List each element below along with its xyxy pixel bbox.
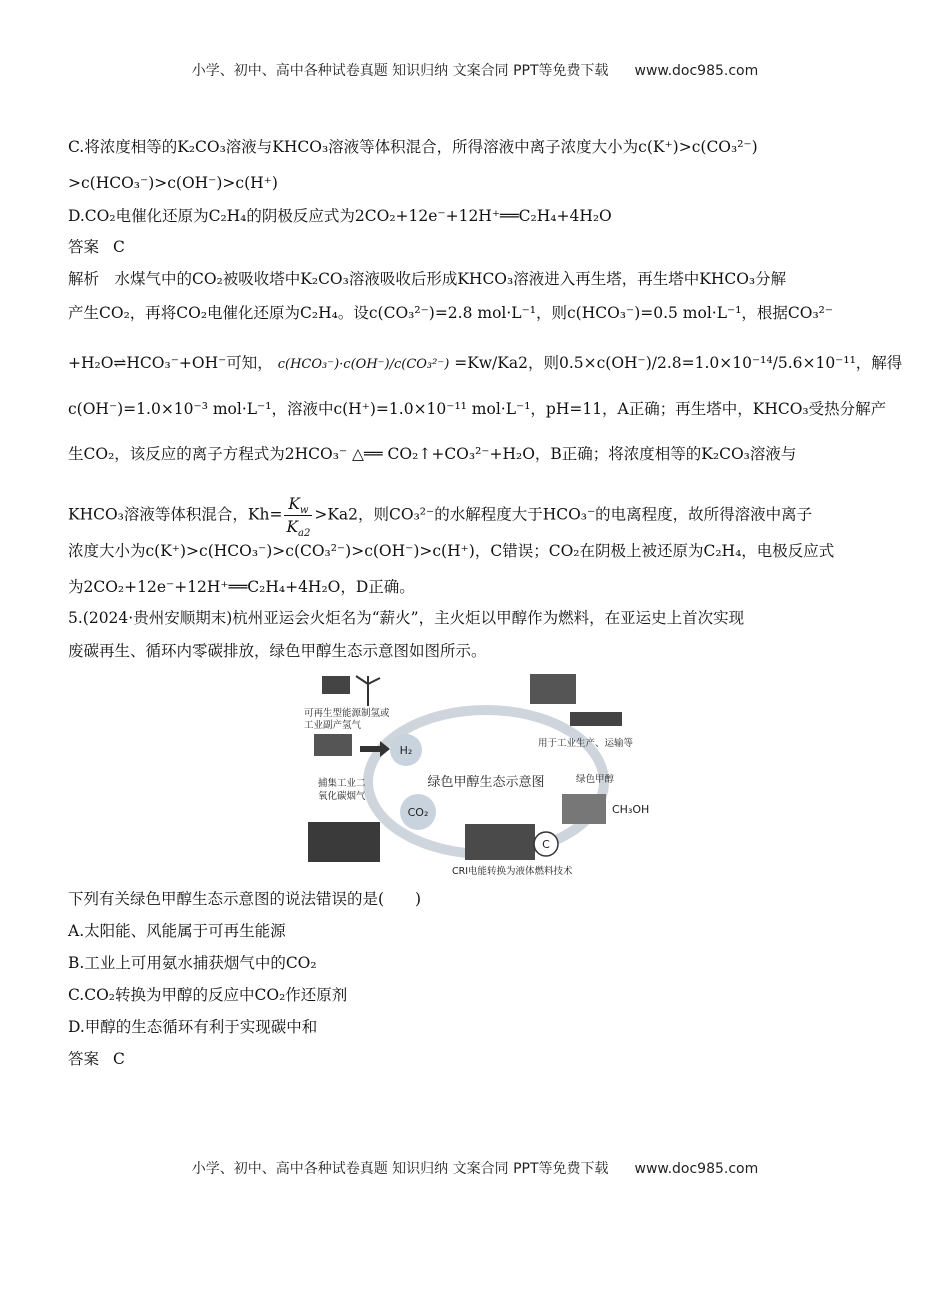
capture-label-1: 捕集工业二 [318, 778, 366, 789]
answer-label: 答案 [68, 238, 100, 256]
footer-text: 小学、初中、高中各种试卷真题 知识归纳 文案合同 PPT等免费下载 [191, 1161, 609, 1177]
q5-option-b: B.工业上可用氨水捕获烟气中的CO₂ [68, 954, 317, 972]
renewable-label-2: 工业副产氢气 [304, 720, 362, 731]
header-url[interactable]: www.doc985.com [634, 63, 759, 79]
green-methanol-diagram [300, 672, 656, 877]
kh-label: KHCO₃溶液等体积混合，Kh= [68, 505, 283, 524]
factory-icon [314, 734, 352, 756]
q5-stem-line2: 废碳再生、循环内零碳排放，绿色甲醇生态示意图如图所示。 [68, 642, 487, 660]
q4-option-d: D.CO₂电催化还原为C₂H₄的阴极反应式为2CO₂+12e⁻+12H⁺══C₂H₄+4H₂O [68, 207, 612, 225]
cri-plant-icon [465, 824, 535, 860]
ch3oh-label: CH₃OH [612, 803, 650, 816]
q4-explanation-line4: c(OH⁻)=1.0×10⁻³ mol·L⁻¹，溶液中c(H⁺)=1.0×10⁻¹¹ mol·L⁻¹，pH=11，A正确；再生塔中，KHCO₃受热分解产 [68, 400, 887, 418]
q4-explanation-line2: 产生CO₂，再将CO₂电催化还原为C₂H₄。设c(CO₃²⁻)=2.8 mol·L⁻¹，则c(HCO₃⁻)=0.5 mol·L⁻¹，根据CO₃²⁻ [68, 304, 834, 322]
solar-panel-icon [322, 676, 350, 694]
q5-stem-line1: 5.(2024·贵州安顺期末)杭州亚运会火炬名为“薪火”，主火炬以甲醇作为燃料，在亚运史上首次实现 [68, 609, 745, 627]
q5-answer [68, 1048, 888, 1070]
page-footer [0, 1158, 950, 1178]
truck-icon [570, 712, 622, 726]
q4-explanation-line8: 为2CO₂+12e⁻+12H⁺══C₂H₄+4H₂O，D正确。 [68, 578, 415, 596]
q5-option-a: A.太阳能、风能属于可再生能源 [68, 922, 286, 940]
h2-label: H₂ [399, 744, 413, 757]
industry-icon [530, 674, 576, 704]
q4-explanation-line7: 浓度大小为c(K⁺)>c(HCO₃⁻)>c(CO₃²⁻)>c(OH⁻)>c(H⁺)，C错误；CO₂在阴极上被还原为C₂H₄，电极反应式 [68, 542, 835, 560]
hydrolysis-equation: +H₂O⇌HCO₃⁻+OH⁻可知， [68, 354, 273, 372]
q5-option-d: D.甲醇的生态循环有利于实现碳中和 [68, 1018, 318, 1036]
q4-explanation-line1: 解析 水煤气中的CO₂被吸收塔中K₂CO₃溶液吸收后形成KHCO₃溶液进入再生塔，再生塔中KHCO₃分解 [68, 270, 787, 288]
answer-value: C [113, 238, 125, 256]
use-label: 用于工业生产、运输等 [538, 738, 634, 749]
kw-over-ka2-fraction: $\frac{K_w}{K_{a2}}$ [286, 495, 311, 540]
q4-explanation-line3 [68, 352, 903, 376]
green-methanol-label: 绿色甲醇 [576, 774, 615, 785]
q4-answer [68, 236, 888, 258]
page-header [0, 60, 950, 80]
footer-url[interactable]: www.doc985.com [634, 1161, 759, 1177]
comparison-text: >Ka2，则CO₃²⁻的水解程度大于HCO₃⁻的电离程度，故所得溶液中离子 [314, 505, 813, 524]
q4-explanation-line5: 生CO₂，该反应的离子方程式为2HCO₃⁻ △══ CO₂↑+CO₃²⁻+H₂O，B正确；将浓度相等的K₂CO₃溶液与 [68, 445, 797, 463]
ka-calculation: =Kw/Ka2，则0.5×c(OH⁻)/2.8=1.0×10⁻¹⁴/5.6×10⁻¹¹，解得 [454, 354, 903, 372]
power-plant-icon [308, 822, 380, 862]
carbon-symbol: C [542, 838, 550, 851]
answer-label: 答案 [68, 1050, 100, 1068]
header-text: 小学、初中、高中各种试卷真题 知识归纳 文案合同 PPT等免费下载 [191, 63, 609, 79]
capture-label-2: 氧化碳烟气 [318, 791, 366, 802]
kh-expression: c(HCO₃⁻)·c(OH⁻)/c(CO₃²⁻) [277, 357, 450, 372]
q5-option-c: C.CO₂转换为甲醇的反应中CO₂作还原剂 [68, 986, 348, 1004]
q4-option-c-line2: >c(HCO₃⁻)>c(OH⁻)>c(H⁺) [68, 174, 278, 192]
diagram-center-title: 绿色甲醇生态示意图 [427, 775, 545, 790]
answer-value: C [113, 1050, 125, 1068]
q4-explanation-line6 [68, 493, 888, 538]
barrels-icon [562, 794, 606, 824]
cri-label: CRI电能转换为液体燃料技术 [452, 866, 573, 877]
q4-option-c-line1: C.将浓度相等的K₂CO₃溶液与KHCO₃溶液等体积混合，所得溶液中离子浓度大小为c(K⁺)>c(CO₃²⁻) [68, 138, 758, 156]
co2-label: CO₂ [407, 806, 429, 819]
q5-question: 下列有关绿色甲醇生态示意图的说法错误的是( ) [68, 890, 422, 908]
renewable-label-1: 可再生型能源制氢或 [304, 708, 390, 719]
